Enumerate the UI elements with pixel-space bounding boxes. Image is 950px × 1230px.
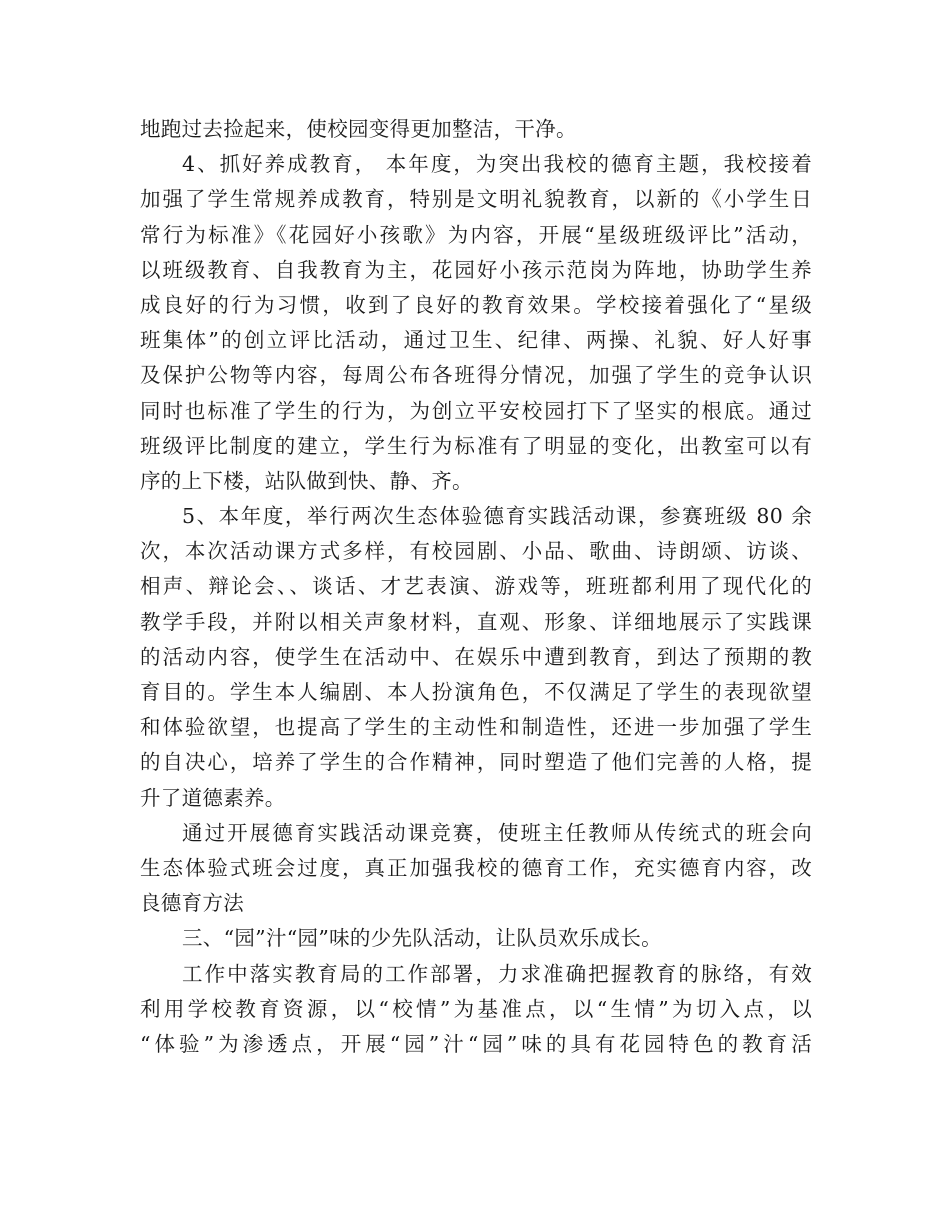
text-line: 生态体验式班会过度，真正加强我校的德育工作，充实德育内容，改 <box>140 855 812 880</box>
text-line: 及保护公物等内容，每周公布各班得分情况，加强了学生的竞争认识 <box>140 363 812 388</box>
text-line: 教学手段，并附以相关声象材料，直观、形象、详细地展示了实践课 <box>140 609 812 634</box>
text-line: 通过开展德育实践活动课竞赛，使班主任教师从传统式的班会向 <box>182 820 812 845</box>
text-line: 同时也标准了学生的行为，为创立平安校园打下了坚实的根底。通过 <box>140 398 812 423</box>
text-line: 4、抓好养成教育， 本年度，为突出我校的德育主题，我校接着 <box>182 152 812 177</box>
text-line: 序的上下楼，站队做到快、静、齐。 <box>140 468 473 493</box>
text-line: 的活动内容，使学生在活动中、在娱乐中遭到教育，到达了预期的教 <box>140 644 812 669</box>
text-line: 育目的。学生本人编剧、本人扮演角色，不仅满足了学生的表现欲望 <box>140 680 812 704</box>
text-line: 班级评比制度的建立，学生行为标准有了明显的变化，出教室可以有 <box>140 433 812 458</box>
text-line: “体验”为渗透点，开展“园”汁“园”味的具有花园特色的教育活 <box>140 1031 812 1056</box>
text-line: 利用学校教育资源，以“校情”为基准点，以“生情”为切入点，以 <box>140 996 812 1021</box>
text-line: 以班级教育、自我教育为主，花园好小孩示范岗为阵地，协助学生养 <box>140 257 812 282</box>
text-line: 升了道德素养。 <box>140 785 286 810</box>
text-line: 成良好的行为习惯，收到了良好的教育效果。学校接着强化了“星级 <box>140 292 812 317</box>
text-line: 5、本年度，举行两次生态体验德育实践活动课，参赛班级 80 余 <box>182 504 812 529</box>
text-line: 相声、辩论会、、谈话、才艺表演、游戏等，班班都利用了现代化的 <box>140 574 812 599</box>
text-line: 次，本次活动课方式多样，有校园剧、小品、歌曲、诗朗颂、访谈、 <box>140 539 812 564</box>
text-line: 加强了学生常规养成教育，特别是文明礼貌教育，以新的《小学生日 <box>140 187 812 212</box>
text-line: 地跑过去捡起来，使校园变得更加整洁，干净。 <box>140 117 577 141</box>
text-line: 常行为标准》《花园好小孩歌》为内容，开展“星级班级评比”活动， <box>140 222 812 247</box>
text-line: 工作中落实教育局的工作部署，力求准确把握教育的脉络，有效 <box>182 961 812 986</box>
document-body-text <box>140 112 812 1062</box>
text-line: 的自决心，培养了学生的合作精神，同时塑造了他们完善的人格，提 <box>140 750 812 775</box>
text-line: 班集体”的创立评比活动，通过卫生、纪律、两操、礼貌、好人好事 <box>140 328 812 353</box>
text-line: 三、“园”汁“园”味的少先队活动，让队员欢乐成长。 <box>182 926 662 951</box>
text-line: 和体验欲望，也提高了学生的主动性和制造性，还进一步加强了学生 <box>140 715 812 740</box>
text-line: 良德育方法 <box>140 891 244 916</box>
